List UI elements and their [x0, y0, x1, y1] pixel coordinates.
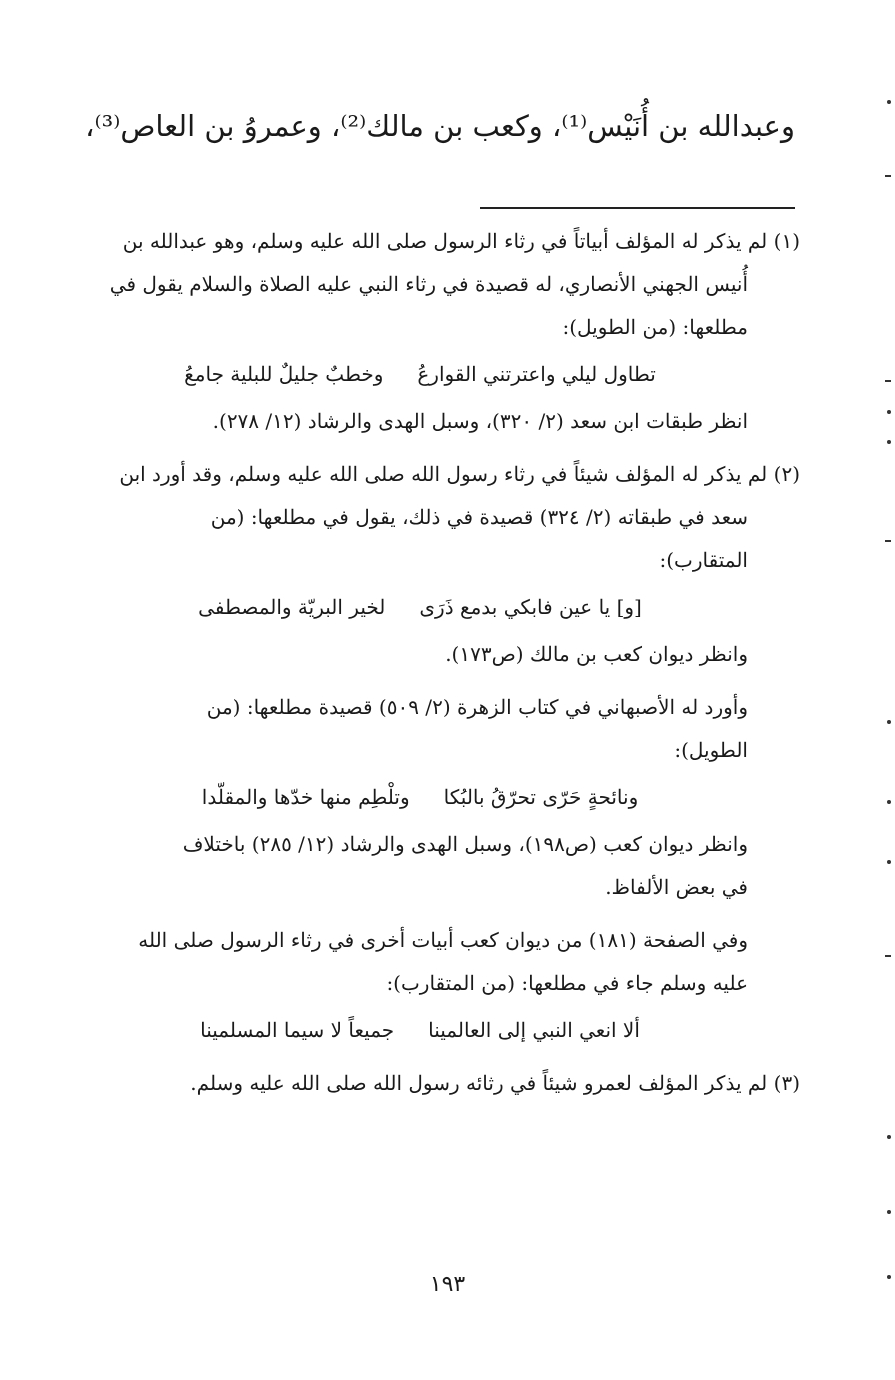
scan-edge-mark	[887, 800, 891, 804]
footnote-3-line-1: (٣) لم يذكر المؤلف لعمرو شيئاً في رثائه رسول الله صلى الله عليه وسلم.	[190, 1071, 800, 1095]
footnote-2-verse-2	[80, 776, 800, 819]
footnote-1-verse	[80, 353, 800, 396]
footnote-1-line-1: (١) لم يذكر له المؤلف أبياتاً في رثاء الرسول صلى الله عليه وسلم، وهو عبدالله بن	[122, 229, 800, 253]
footnotes	[80, 220, 800, 1115]
footnote-1-line-3: مطلعها: (من الطويل):	[562, 315, 748, 339]
scan-edge-mark	[887, 860, 891, 864]
verse-hemistich-second: جميعاً لا سيما المسلمينا	[200, 1018, 395, 1042]
verse-hemistich-first: تطاول ليلي واعترتني القوارعُ	[417, 362, 656, 386]
verse-hemistich-second: لخير البريّة والمصطفى	[198, 595, 386, 619]
scan-edge-mark	[887, 440, 891, 444]
page-number: ١٩٣	[429, 1272, 466, 1297]
footnote-3	[80, 1062, 800, 1105]
scan-edge-mark	[887, 1275, 891, 1279]
verse-hemistich-second: وخطبٌ جليلٌ للبلية جامعُ	[184, 362, 384, 386]
main-text-line: وعبدالله بن أُنَيْس⁽¹⁾، وكعب بن مالك⁽²⁾، وعمروُ بن العاص⁽³⁾،	[85, 109, 795, 143]
footnote-1	[80, 220, 800, 443]
scan-edge-mark	[887, 1210, 891, 1214]
footnote-2-paragraph-2-line-1: وأورد له الأصبهاني في كتاب الزهرة (٢/ ٥٠٩) قصيدة مطلعها: (من	[206, 695, 748, 719]
footnote-2-line-1: (٢) لم يذكر له المؤلف شيئاً في رثاء رسول الله صلى الله عليه وسلم، وقد أورد ابن	[119, 462, 800, 486]
scan-edge-mark	[885, 380, 891, 382]
verse-hemistich-first: ألا انعي النبي إلى العالمينا	[428, 1018, 640, 1042]
scan-edge-mark	[887, 410, 891, 414]
footnote-1-reference: انظر طبقات ابن سعد (٢/ ٣٢٠)، وسبل الهدى والرشاد (١٢/ ٢٧٨).	[212, 409, 748, 433]
footnote-2-line-3: المتقارب):	[659, 548, 748, 572]
footnote-2-paragraph-3-line-2: عليه وسلم جاء في مطلعها: (من المتقارب):	[386, 971, 748, 995]
footnote-2-reference-1: وانظر ديوان كعب بن مالك (ص١٧٣).	[445, 642, 748, 666]
scan-edge-mark	[885, 175, 891, 177]
scan-edge-mark	[887, 720, 891, 724]
scan-edge-mark	[887, 1135, 891, 1139]
scan-edge-mark	[885, 955, 891, 957]
verse-hemistich-first: ونائحةٍ حَرّى تحرّقُ بالبُكا	[443, 785, 639, 809]
footnote-2-reference-2-line-1: وانظر ديوان كعب (ص١٩٨)، وسبل الهدى والرشاد (١٢/ ٢٨٥) باختلاف	[182, 832, 748, 856]
footnote-2-line-2: سعد في طبقاته (٢/ ٣٢٤) قصيدة في ذلك، يقول في مطلعها: (من	[210, 505, 748, 529]
footnote-1-line-2: أُنيس الجهني الأنصاري، له قصيدة في رثاء النبي عليه الصلاة والسلام يقول في	[109, 272, 748, 296]
footnote-2-reference-2-line-2: في بعض الألفاظ.	[605, 875, 748, 899]
scan-edge-mark	[887, 100, 891, 104]
footnote-2-verse-1	[80, 586, 800, 629]
footnote-2-paragraph-3-line-1: وفي الصفحة (١٨١) من ديوان كعب أبيات أخرى في رثاء الرسول صلى الله	[138, 928, 748, 952]
verse-hemistich-second: وتلْطِم منها خدّها والمقلّدا	[201, 785, 410, 809]
footnote-separator	[480, 207, 795, 209]
footnote-2-paragraph-2-line-2: الطويل):	[674, 738, 748, 762]
footnote-2	[80, 453, 800, 1052]
scan-edge-mark	[885, 540, 891, 542]
verse-hemistich-first: [و] يا عين فابكي بدمع ذَرَى	[419, 595, 642, 619]
footnote-2-verse-3	[80, 1009, 800, 1052]
